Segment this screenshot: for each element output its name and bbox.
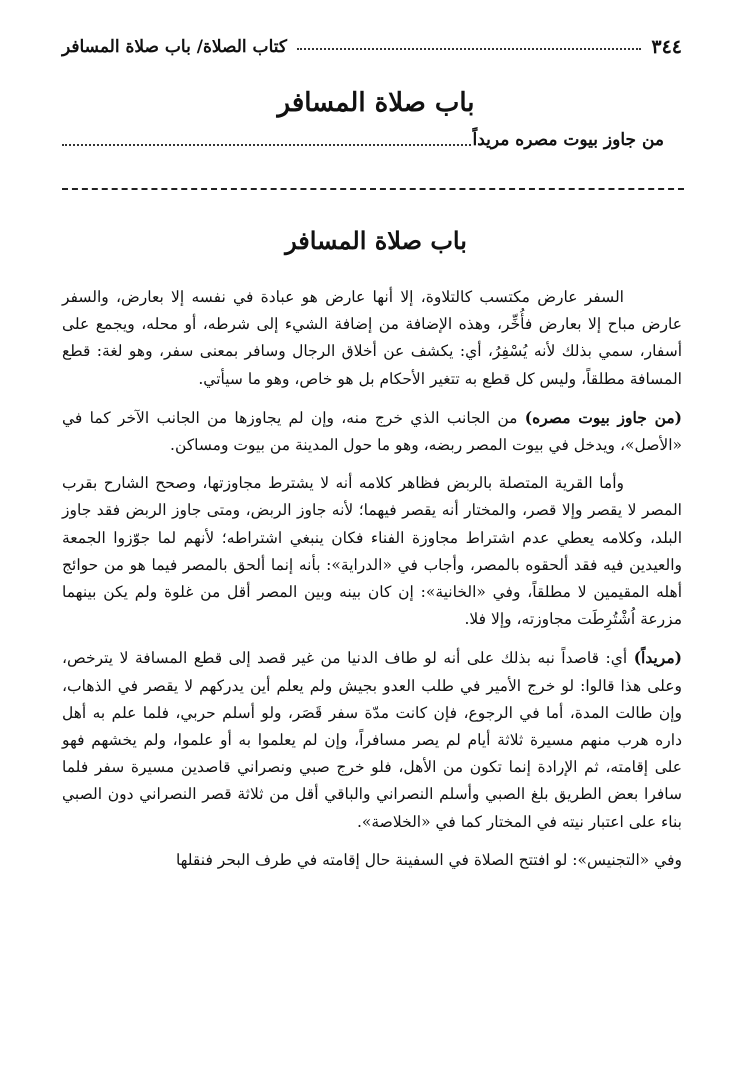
matn-quote: (مريداً): [633, 648, 682, 668]
matn-line: [62, 130, 664, 150]
paragraph-text: وفي «التجنيس»: لو افتتح الصلاة في السفينة حال إقامته في طرف البحر فنقلها: [175, 850, 682, 869]
paragraph: [62, 470, 682, 633]
commentary-body: [62, 284, 682, 885]
paragraph: [62, 644, 682, 835]
paragraph: [62, 284, 682, 393]
paragraph: [62, 847, 682, 874]
paragraph-text: من الجانب الذي خرج منه، وإن لم يجاوزها من الجانب الآخر كما في «الأصل»، ويدخل في بيوت المصر ربضه، وهو ما حول المدينة من بيوت ومساكن.: [62, 408, 682, 455]
matn-quote: (من جاوز بيوت مصره): [524, 407, 683, 427]
paragraph: [62, 404, 682, 459]
paragraph-text: أي: قاصداً نبه بذلك على أنه لو طاف الدنيا من غير قصد إلى قطع المسافة لا يترخص، وعلى هذا قالوا: لو خرج الأمير في طلب العدو بجيش ولم يعلم أين يدركهم لا يقصر في الذهاب، وإن طالت المدة، أما في الرجوع، فإن كانت مدّة سفر قَصَر، ولو أسلم حربي، فلما علم به أهل داره هرب منهم مسيرة ثلاثة أيام لم يصر مسافراً، وإن لم يعلموا به أو علموا، ولم يخشهم فهو على إقامته، ثم الإرادة إنما تكون من الأهل، فلو خرج صبي ونصراني قاصدين مسيرة سفر فلما سافرا بعض الطريق بلغ الصبي وأسلم النصراني والباقي أقل من ثلاثة قصر النصراني دون الصبي بناء على اعتبار نيته في المختار كما في «الخلاصة».: [62, 649, 682, 831]
section-title: باب صلاة المسافر: [285, 226, 467, 255]
dashed-separator: [62, 188, 684, 190]
chapter-title: باب صلاة المسافر: [277, 88, 475, 118]
matn-dotted-leader: [62, 144, 471, 146]
running-head: [62, 32, 682, 62]
matn-text: من جاوز بيوت مصره مريداً: [472, 130, 664, 150]
paragraph-text: وأما القرية المتصلة بالربض فظاهر كلامه أنه لا يشترط مجاوزتها، وصحح الشارح بقرب المصر لا يقصر وإلا قصر، والمختار أنه يقصر فيهما؛ لأنه جاوز الربض، ومتى جاوز الربض فقد جاوز البلد، وكلامه يعطي عدم اشتراط مجاوزة الفناء فكان ينبغي اشتراطه؛ لأنهم لما جوّزوا الجمعة والعيدين فيه فقد ألحقوه بالمصر، وأجاب في «الدراية»: بأنه إنما ألحق بالمصر فيما هو من حوائج أهله المقيمين لا مطلقاً، وفي «الخانية»: إن كان بينه وبين المصر أقل من غلوة ولم يكن بينهما مزرعة اُشْتُرِطَت مجاوزته، وإلا فلا.: [62, 474, 682, 629]
header-dotted-leader: [297, 48, 641, 50]
paragraph-text: السفر عارض مكتسب كالتلاوة، إلا أنها عارض هو عبادة في نفسه إلا بعارض، والسفر عارض مباح إلا بعارض فأُخِّر، وهذه الإضافة من إضافة الشيء إلى شرطه، أو محله، ويجمع على أسفار، سمي بذلك لأنه يُسْفِرُ، أي: يكشف عن أخلاق الرجال وسافر بمعنى سفر، وهو لغة: قطع المسافة مطلقاً، وليس كل قطع به تتغير الأحكام بل هو خاص، وهو ما سيأتي.: [62, 288, 682, 388]
running-title: كتاب الصلاة/ باب صلاة المسافر: [62, 37, 287, 57]
page-number: ٣٤٤: [651, 36, 682, 58]
